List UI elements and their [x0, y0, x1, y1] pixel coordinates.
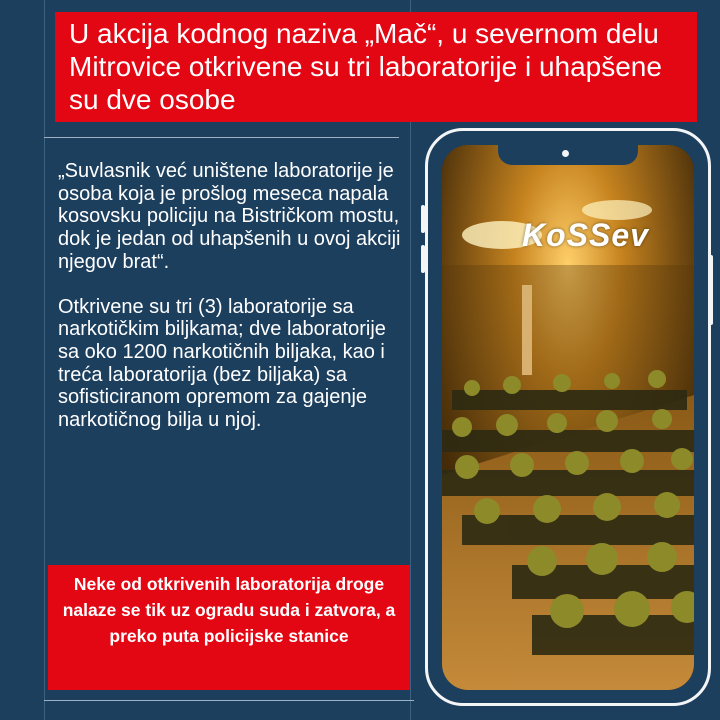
phone-screen-photo [442, 145, 694, 690]
divider-line [44, 137, 399, 138]
details-paragraph: Otkrivene su tri (3) laboratorije sa narkotičkim biljkama; dve laboratorije sa oko 1200 narkotičnih biljaka, kao i treća laboratorija (bez biljaka) sa sofisticiranom opremom za gajenje narkotičnog bilja u njoj. [58, 295, 386, 432]
camera-icon [562, 150, 569, 157]
callout-box: Neke od otkrivenih laboratorija droge nalaze se tik uz ogradu suda i zatvora, a preko puta policijske stanice [48, 565, 410, 690]
grid-line-left [44, 0, 45, 720]
brand-watermark: KoSSev [522, 217, 649, 253]
divider-line [44, 700, 414, 701]
article-body [58, 160, 403, 432]
quote-paragraph: „Suvlasnik već uništene laboratorije je osoba koja je prošlog meseca napala kosovsku policiju na Bistričkom mostu, dok je jedan od uhapšenih u ovoj akciji njegov brat“. [58, 160, 401, 273]
headline: U akcija kodnog naziva „Mač“, u severnom delu Mitrovice otkrivene su tri laboratorije i uhapšene su dve osobe [55, 12, 697, 122]
